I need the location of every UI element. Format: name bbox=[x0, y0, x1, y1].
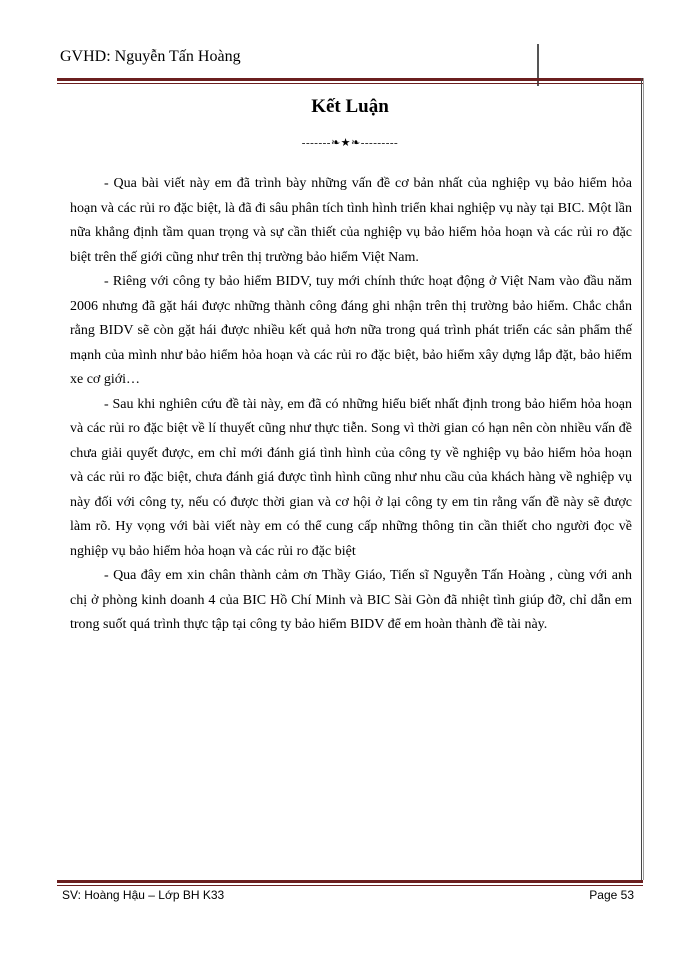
paragraph: - Qua đây em xin chân thành cảm ơn Thầy Giáo, Tiến sĩ Nguyễn Tấn Hoàng , cùng với anh chị ở phòng kinh doanh 4 của BIC Hồ Chí Minh và BIC Sài Gòn đã nhiệt tình giúp đỡ, chỉ dẫn em trong suốt quá trình thực tập tại công ty bảo hiểm BIDV để em hoàn thành đề tài này. bbox=[70, 568, 632, 632]
body-text bbox=[70, 172, 632, 638]
header-rule bbox=[57, 78, 643, 81]
footer-rule bbox=[57, 880, 643, 883]
page-title: Kết Luận bbox=[311, 96, 389, 117]
header-title: GVHD: Nguyễn Tấn Hoàng bbox=[60, 48, 241, 65]
paragraph: - Sau khi nghiên cứu đề tài này, em đã có những hiểu biết nhất định trong bảo hiểm hỏa hoạn và các rủi ro đặc biệt về lí thuyết cũng như thực tiễn. Song vì thời gian có hạn nên còn nhiều vấn đề chưa giải quyết được, em chỉ mới đánh giá tình hình của công ty về nghiệp vụ bảo hiểm hỏa hoạn và các rủi ro đặc biệt, chưa đánh giá được tình hình cũng như nhu cầu của khách hàng về nghiệp vụ này đối với công ty, nếu có được thời gian và cơ hội ở lại công ty em tin rằng vấn đề này sẽ được làm rõ. Hy vọng với bài viết này em có thể cung cấp những thông tin cần thiết cho người đọc về nghiệp vụ bảo hiểm hỏa hoạn và các rủi ro đặc biệt bbox=[70, 396, 632, 559]
page-border-shadow bbox=[643, 78, 644, 880]
footer-author: SV: Hoàng Hậu – Lớp BH K33 bbox=[62, 888, 225, 902]
title-ornament: -------❧★❧--------- bbox=[301, 137, 399, 149]
page-number: Page 53 bbox=[589, 888, 634, 902]
paragraph: - Riêng với công ty bảo hiểm BIDV, tuy mới chính thức hoạt động ở Việt Nam vào đầu năm 2006 nhưng đã gặt hái được những thành công đáng ghi nhận trên thị trường bảo hiểm. Chắc chắn rằng BIDV sẽ còn gặt hái được nhiều kết quả hơn nữa trong quá trình phát triển các sản phẩm thế mạnh của mình như bảo hiểm hỏa hoạn và các rủi ro đặc biệt, bảo hiểm xây dựng lắp đặt, bảo hiểm xe cơ giới… bbox=[70, 274, 632, 387]
header-rule-thin bbox=[57, 83, 643, 84]
page-border-right bbox=[641, 78, 642, 880]
paragraph: - Qua bài viết này em đã trình bày những vấn đề cơ bản nhất của nghiệp vụ bảo hiểm hỏa hoạn và các rủi ro đặc biệt, là đã đi sâu phân tích tình hình triển khai nghiệp vụ này tại BIC. Một lần nữa khẳng định tầm quan trọng và sự cần thiết của nghiệp vụ bảo hiểm hỏa hoạn và các rủi ro đặc biệt trên thế giới cũng như trên thị trường bảo hiểm Việt Nam. bbox=[70, 176, 632, 265]
footer-rule-thin bbox=[57, 885, 643, 886]
